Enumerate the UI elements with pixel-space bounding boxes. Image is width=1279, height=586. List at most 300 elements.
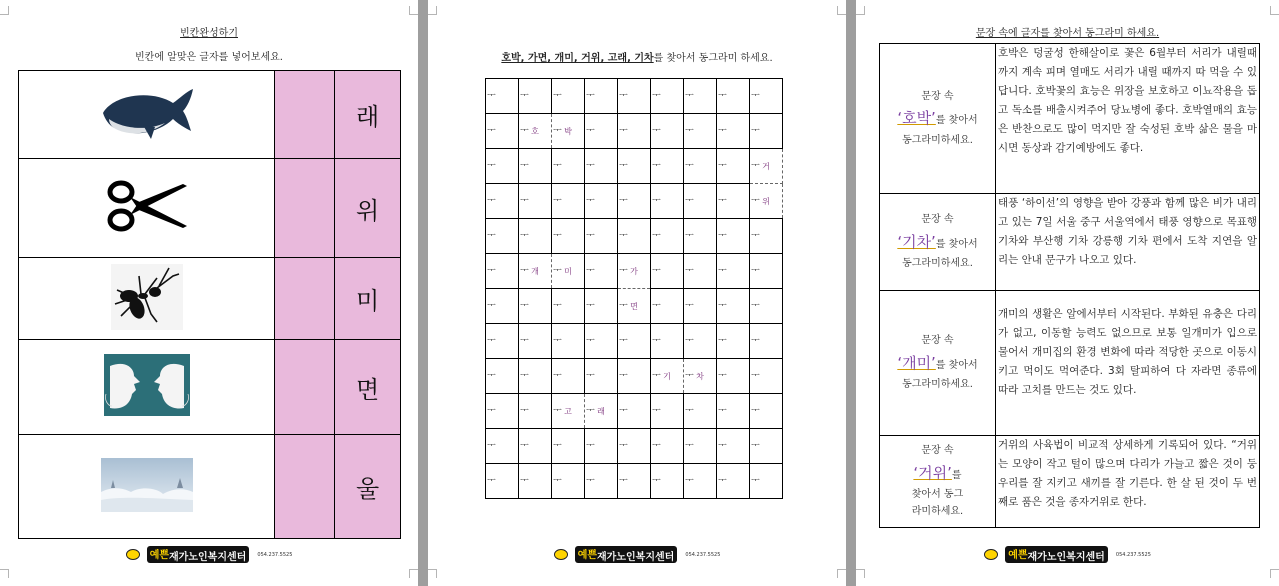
grid-cell[interactable] — [486, 184, 519, 219]
target-words: 호박, 가면, 개미, 거위, 고래, 기차 — [501, 53, 654, 64]
pin-mark: ᅮ — [619, 91, 628, 101]
pin-mark: ᅮ — [652, 196, 661, 206]
pin-mark: ᅮ — [718, 406, 727, 416]
pin-mark: ᅮ — [487, 161, 496, 171]
grid-cell[interactable] — [585, 149, 618, 184]
pin-mark: ᅮ — [652, 406, 661, 416]
pin-mark: ᅮ — [718, 196, 727, 206]
grid-row — [486, 429, 783, 464]
pin-mark: ᅮ — [619, 336, 628, 346]
table-row — [19, 71, 401, 159]
pin-mark: ᅮ — [652, 301, 661, 311]
pin-mark: ᅮ — [586, 301, 595, 311]
grid-cell[interactable] — [552, 79, 585, 114]
pin-mark: ᅮ — [619, 441, 628, 451]
grid-letter: 호 — [531, 126, 539, 136]
pin-mark: ᅮ — [652, 336, 661, 346]
pin-mark: ᅮ — [520, 196, 529, 206]
pin-mark: ᅮ — [487, 371, 496, 381]
grid-cell[interactable] — [486, 324, 519, 359]
pin-mark: ᅮ — [487, 301, 496, 311]
logo-name: 예쁜재가노인복지센터 — [575, 546, 678, 563]
pin-mark: ᅮ — [487, 336, 496, 346]
grid-cell[interactable] — [552, 149, 585, 184]
grid-cell[interactable] — [519, 289, 552, 324]
grid-cell[interactable] — [717, 149, 750, 184]
grid-cell[interactable] — [651, 464, 684, 499]
grid-cell-letter[interactable] — [552, 394, 585, 429]
grid-cell[interactable] — [750, 324, 783, 359]
grid-row — [486, 149, 783, 184]
pin-mark: ᅮ — [586, 371, 595, 381]
grid-cell[interactable] — [684, 429, 717, 464]
center-logo — [428, 544, 846, 563]
blank-cell[interactable] — [275, 258, 335, 340]
grid-cell[interactable] — [750, 114, 783, 149]
syllable-cell: 위 — [335, 159, 401, 258]
grid-cell[interactable] — [717, 429, 750, 464]
grid-cell[interactable] — [618, 184, 651, 219]
grid-row — [486, 394, 783, 429]
grid-cell[interactable] — [717, 394, 750, 429]
grid-cell[interactable] — [519, 79, 552, 114]
grid-cell[interactable] — [651, 149, 684, 184]
picture-cell — [19, 340, 275, 435]
grid-cell[interactable] — [717, 359, 750, 394]
grid-cell[interactable] — [618, 219, 651, 254]
grid-cell[interactable] — [486, 464, 519, 499]
grid-cell[interactable] — [750, 219, 783, 254]
grid-cell[interactable] — [585, 79, 618, 114]
table-row — [19, 258, 401, 340]
prompt-cell: 문장 속 ‘호박’를 찾아서 동그라미하세요. — [880, 44, 996, 194]
picture-cell — [19, 159, 275, 258]
grid-cell[interactable] — [552, 219, 585, 254]
grid-letter: 차 — [696, 371, 704, 381]
pin-mark: ᅮ — [751, 336, 760, 346]
grid-cell[interactable] — [684, 289, 717, 324]
pin-mark: ᅮ — [586, 266, 595, 276]
word-search-grid — [485, 78, 783, 499]
grid-cell[interactable] — [486, 219, 519, 254]
worksheet-page-sentence-search — [856, 0, 1279, 586]
center-logo — [0, 544, 418, 563]
pin-mark: ᅮ — [586, 231, 595, 241]
keyword: ‘호박’ — [897, 109, 936, 128]
pin-mark: ᅮ — [751, 196, 760, 206]
grid-cell-letter[interactable] — [750, 184, 783, 219]
grid-letter: 래 — [597, 406, 605, 416]
grid-cell[interactable] — [750, 79, 783, 114]
pin-mark: ᅮ — [520, 476, 529, 486]
grid-cell[interactable] — [717, 254, 750, 289]
grid-cell[interactable] — [651, 184, 684, 219]
grid-row — [486, 324, 783, 359]
pin-mark: ᅮ — [685, 301, 694, 311]
pin-mark: ᅮ — [718, 476, 727, 486]
grid-letter: 개 — [531, 266, 539, 276]
grid-cell[interactable] — [651, 219, 684, 254]
grid-cell[interactable] — [552, 324, 585, 359]
pin-mark: ᅮ — [619, 126, 628, 136]
grid-cell[interactable] — [684, 219, 717, 254]
grid-cell[interactable] — [684, 79, 717, 114]
syllable-cell: 래 — [335, 71, 401, 159]
pin-mark: ᅮ — [487, 476, 496, 486]
pin-mark: ᅮ — [487, 126, 496, 136]
page-title: 문장 속에 글자를 찾아서 동그라미 하세요. — [975, 28, 1160, 39]
grid-cell[interactable] — [585, 429, 618, 464]
crop-mark — [856, 569, 865, 578]
pin-mark: ᅮ — [520, 266, 529, 276]
pin-mark: ᅮ — [685, 161, 694, 171]
pin-mark: ᅮ — [553, 406, 562, 416]
grid-cell[interactable] — [486, 429, 519, 464]
grid-cell[interactable] — [585, 324, 618, 359]
pin-mark: ᅮ — [652, 371, 661, 381]
fill-blank-table — [18, 70, 401, 539]
grid-cell-letter[interactable] — [618, 254, 651, 289]
pin-mark: ᅮ — [553, 91, 562, 101]
crop-mark — [428, 6, 437, 15]
pin-mark: ᅮ — [553, 196, 562, 206]
grid-cell[interactable] — [618, 149, 651, 184]
pin-mark: ᅮ — [586, 476, 595, 486]
grid-cell[interactable] — [585, 219, 618, 254]
pin-mark: ᅮ — [586, 196, 595, 206]
grid-cell[interactable] — [618, 114, 651, 149]
logo-name: 예쁜재가노인복지센터 — [1005, 546, 1108, 563]
worksheet-page-fill-blank — [0, 0, 418, 586]
picture-cell — [19, 258, 275, 340]
pin-mark: ᅮ — [619, 371, 628, 381]
pin-mark: ᅮ — [553, 441, 562, 451]
pin-mark: ᅮ — [553, 476, 562, 486]
pin-mark: ᅮ — [487, 406, 496, 416]
grid-cell[interactable] — [519, 149, 552, 184]
masks-icon — [104, 354, 190, 416]
pin-mark: ᅮ — [586, 161, 595, 171]
pin-mark: ᅮ — [685, 441, 694, 451]
syllable-cell: 면 — [335, 340, 401, 435]
grid-cell[interactable] — [519, 184, 552, 219]
pin-mark: ᅮ — [685, 371, 694, 381]
pin-mark: ᅮ — [553, 336, 562, 346]
grid-cell[interactable] — [585, 114, 618, 149]
syllable-cell: 울 — [335, 435, 401, 539]
pin-mark: ᅮ — [685, 336, 694, 346]
grid-cell[interactable] — [750, 464, 783, 499]
pin-mark: ᅮ — [751, 371, 760, 381]
grid-cell[interactable] — [519, 219, 552, 254]
grid-cell[interactable] — [486, 289, 519, 324]
grid-cell[interactable] — [618, 464, 651, 499]
pin-mark: ᅮ — [685, 406, 694, 416]
grid-cell[interactable] — [684, 324, 717, 359]
instruction-text: 빈칸에 알맞은 글자를 넣어보세요. — [135, 52, 283, 63]
winter-landscape-icon — [101, 458, 193, 512]
grid-cell[interactable] — [552, 184, 585, 219]
grid-cell[interactable] — [519, 464, 552, 499]
pin-mark: ᅮ — [751, 266, 760, 276]
center-logo — [856, 544, 1279, 563]
table-row — [880, 194, 1260, 291]
grid-cell[interactable] — [486, 149, 519, 184]
grid-cell[interactable] — [651, 114, 684, 149]
grid-cell-letter[interactable] — [552, 254, 585, 289]
crop-mark — [1270, 6, 1279, 15]
grid-cell[interactable] — [717, 289, 750, 324]
pin-mark: ᅮ — [487, 441, 496, 451]
grid-cell[interactable] — [585, 359, 618, 394]
grid-cell[interactable] — [717, 114, 750, 149]
grid-cell[interactable] — [486, 359, 519, 394]
grid-letter: 미 — [564, 266, 572, 276]
picture-cell — [19, 435, 275, 539]
table-row — [19, 435, 401, 539]
pin-mark: ᅮ — [718, 266, 727, 276]
pin-mark: ᅮ — [487, 196, 496, 206]
grid-cell[interactable] — [519, 324, 552, 359]
table-row — [880, 436, 1260, 528]
pin-mark: ᅮ — [553, 126, 562, 136]
grid-cell[interactable] — [519, 394, 552, 429]
grid-cell[interactable] — [750, 429, 783, 464]
grid-row — [486, 289, 783, 324]
blank-cell[interactable] — [275, 71, 335, 159]
pin-mark: ᅮ — [718, 91, 727, 101]
pin-mark: ᅮ — [751, 231, 760, 241]
pin-mark: ᅮ — [619, 266, 628, 276]
grid-cell[interactable] — [585, 289, 618, 324]
grid-row — [486, 359, 783, 394]
pin-mark: ᅮ — [685, 231, 694, 241]
grid-cell[interactable] — [684, 114, 717, 149]
grid-cell[interactable] — [618, 324, 651, 359]
grid-cell-letter[interactable] — [519, 254, 552, 289]
grid-cell[interactable] — [618, 79, 651, 114]
pin-mark: ᅮ — [718, 126, 727, 136]
bird-logo-icon — [984, 549, 998, 560]
keyword: ‘개미’ — [897, 353, 936, 372]
table-row — [19, 340, 401, 435]
page-title: 빈칸완성하기 — [180, 28, 238, 39]
keyword: ‘거위’ — [913, 463, 952, 482]
grid-letter: 박 — [564, 126, 572, 136]
grid-letter: 기 — [663, 371, 671, 381]
pin-mark: ᅮ — [619, 196, 628, 206]
pin-mark: ᅮ — [619, 406, 628, 416]
pin-mark: ᅮ — [718, 231, 727, 241]
grid-cell[interactable] — [552, 289, 585, 324]
grid-letter: 가 — [630, 266, 638, 276]
prompt-cell: 문장 속 ‘거위’를 찾아서 동그라미하세요. — [880, 436, 996, 528]
passage-cell: 태풍 ‘하이선’의 영향을 받아 강풍과 함께 많은 비가 내리고 있는 7일 서울 중구 서울역에서 태풍 영향으로 목표행 기차와 부산행 기차 강릉행 기차 편에서 도착 지연을 알리는 안내 문구가 나오고 있다. — [996, 194, 1260, 291]
pin-mark: ᅮ — [520, 161, 529, 171]
grid-cell[interactable] — [750, 394, 783, 429]
blank-cell[interactable] — [275, 159, 335, 258]
pin-mark: ᅮ — [487, 91, 496, 101]
instruction-rest: 를 찾아서 동그라미 하세요. — [653, 53, 773, 64]
grid-cell[interactable] — [486, 394, 519, 429]
table-row — [19, 159, 401, 258]
grid-cell[interactable] — [486, 254, 519, 289]
grid-cell-letter[interactable] — [519, 114, 552, 149]
grid-cell[interactable] — [519, 359, 552, 394]
pin-mark: ᅮ — [520, 441, 529, 451]
grid-cell[interactable] — [618, 359, 651, 394]
grid-cell[interactable] — [486, 79, 519, 114]
grid-cell[interactable] — [585, 464, 618, 499]
crop-mark — [837, 6, 846, 15]
pin-mark: ᅮ — [718, 441, 727, 451]
grid-cell[interactable] — [651, 289, 684, 324]
pin-mark: ᅮ — [553, 231, 562, 241]
crop-mark — [428, 569, 437, 578]
logo-phone: 054.237.5525 — [1115, 551, 1151, 558]
pin-mark: ᅮ — [751, 301, 760, 311]
pin-mark: ᅮ — [751, 126, 760, 136]
blank-cell[interactable] — [275, 435, 335, 539]
pin-mark: ᅮ — [586, 406, 595, 416]
pin-mark: ᅮ — [652, 91, 661, 101]
passage-cell: 개미의 생활은 알에서부터 시작된다. 부화된 유충은 다리가 없고, 이동할 능력도 없으므로 보통 일개미가 입으로 물어서 개미집의 환경 변화에 따라 적당한 곳으로 이동시키고 먹이도 먹여준다. 3회 탈피하여 다 자라면 종류에 따라 고치를 만드는 것도 있다. — [996, 291, 1260, 436]
prompt-cell: 문장 속 ‘기차’를 찾아서 동그라미하세요. — [880, 194, 996, 291]
crop-mark — [837, 569, 846, 578]
pin-mark: ᅮ — [685, 196, 694, 206]
grid-cell-letter[interactable] — [618, 289, 651, 324]
grid-letter: 고 — [564, 406, 572, 416]
grid-row — [486, 464, 783, 499]
pin-mark: ᅮ — [520, 126, 529, 136]
passage-cell: 호박은 덩굴성 한해살이로 꽃은 6월부터 서리가 내릴때까지 계속 피며 열매도 서리가 내릴 때까지 따 먹을 수 있답니다. 호박꽃의 효능은 위장을 보호하고 이뇨작용을 돕고 독소를 배출시켜주어 당뇨병에 좋다. 호박열매의 효능은 반찬으로도 많이 먹지만 잘 숙성된 호박 삶은 물을 마시면 동상과 감기예방에도 좋다. — [996, 44, 1260, 194]
grid-row — [486, 184, 783, 219]
grid-cell[interactable] — [486, 114, 519, 149]
pin-mark: ᅮ — [652, 231, 661, 241]
grid-cell[interactable] — [717, 184, 750, 219]
grid-row — [486, 219, 783, 254]
pin-mark: ᅮ — [586, 336, 595, 346]
instruction-text — [428, 49, 846, 64]
grid-cell[interactable] — [750, 289, 783, 324]
grid-cell[interactable] — [519, 429, 552, 464]
picture-cell — [19, 71, 275, 159]
grid-cell[interactable] — [684, 394, 717, 429]
pin-mark: ᅮ — [553, 371, 562, 381]
pin-mark: ᅮ — [520, 301, 529, 311]
grid-cell[interactable] — [552, 359, 585, 394]
grid-cell-letter[interactable] — [585, 394, 618, 429]
pin-mark: ᅮ — [751, 476, 760, 486]
pin-mark: ᅮ — [619, 231, 628, 241]
grid-cell[interactable] — [651, 79, 684, 114]
grid-cell-letter[interactable] — [552, 114, 585, 149]
pin-mark: ᅮ — [718, 301, 727, 311]
logo-name: 예쁜재가노인복지센터 — [147, 546, 250, 563]
grid-letter: 거 — [762, 161, 770, 171]
pin-mark: ᅮ — [520, 336, 529, 346]
prompt-cell: 문장 속 ‘개미’를 찾아서 동그라미하세요. — [880, 291, 996, 436]
grid-cell[interactable] — [750, 254, 783, 289]
pin-mark: ᅮ — [685, 476, 694, 486]
pin-mark: ᅮ — [652, 126, 661, 136]
logo-phone: 054.237.5525 — [257, 551, 293, 558]
pin-mark: ᅮ — [586, 126, 595, 136]
grid-cell[interactable] — [750, 359, 783, 394]
pin-mark: ᅮ — [652, 161, 661, 171]
grid-cell[interactable] — [684, 464, 717, 499]
crop-mark — [856, 6, 865, 15]
grid-cell[interactable] — [552, 429, 585, 464]
pin-mark: ᅮ — [685, 266, 694, 276]
pin-mark: ᅮ — [619, 301, 628, 311]
grid-cell[interactable] — [684, 149, 717, 184]
crop-mark — [1270, 569, 1279, 578]
pin-mark: ᅮ — [553, 301, 562, 311]
keyword: ‘기차’ — [897, 232, 936, 251]
grid-cell-letter[interactable] — [651, 359, 684, 394]
pin-mark: ᅮ — [652, 441, 661, 451]
crop-mark — [0, 6, 9, 15]
pin-mark: ᅮ — [751, 441, 760, 451]
grid-cell-letter[interactable] — [750, 149, 783, 184]
pin-mark: ᅮ — [718, 161, 727, 171]
passage-cell: 거위의 사육법이 비교적 상세하게 기록되어 있다. “거위는 모양이 작고 털이 많으며 다리가 가늘고 짧은 것이 둥우리를 잘 지키고 새끼를 잘 기른다. 한 살 된 것이 두 번째로 품은 것을 종자거위로 한다. — [996, 436, 1260, 528]
grid-cell[interactable] — [552, 464, 585, 499]
crop-mark — [409, 6, 418, 15]
grid-cell[interactable] — [651, 429, 684, 464]
pin-mark: ᅮ — [619, 161, 628, 171]
pin-mark: ᅮ — [586, 91, 595, 101]
bird-logo-icon — [554, 549, 568, 560]
pin-mark: ᅮ — [520, 231, 529, 241]
scissors-icon — [105, 178, 189, 234]
grid-cell[interactable] — [618, 394, 651, 429]
grid-cell[interactable] — [717, 464, 750, 499]
crop-mark — [0, 569, 9, 578]
grid-cell[interactable] — [651, 324, 684, 359]
grid-cell[interactable] — [717, 324, 750, 359]
pin-mark: ᅮ — [619, 476, 628, 486]
whale-icon — [99, 85, 195, 141]
grid-cell[interactable] — [651, 254, 684, 289]
crop-mark — [409, 569, 418, 578]
pin-mark: ᅮ — [553, 266, 562, 276]
logo-phone: 054.237.5525 — [685, 551, 721, 558]
syllable-cell: 미 — [335, 258, 401, 340]
blank-cell[interactable] — [275, 340, 335, 435]
table-row — [880, 44, 1260, 194]
grid-cell[interactable] — [684, 184, 717, 219]
pin-mark: ᅮ — [487, 266, 496, 276]
grid-cell[interactable] — [585, 254, 618, 289]
grid-cell[interactable] — [585, 184, 618, 219]
pin-mark: ᅮ — [487, 231, 496, 241]
grid-cell[interactable] — [717, 79, 750, 114]
pin-mark: ᅮ — [520, 91, 529, 101]
grid-cell-letter[interactable] — [684, 359, 717, 394]
grid-cell[interactable] — [684, 254, 717, 289]
grid-cell[interactable] — [651, 394, 684, 429]
pin-mark: ᅮ — [520, 371, 529, 381]
grid-letter: 면 — [630, 301, 638, 311]
grid-row — [486, 114, 783, 149]
grid-cell[interactable] — [717, 219, 750, 254]
pin-mark: ᅮ — [652, 476, 661, 486]
grid-row — [486, 254, 783, 289]
grid-cell[interactable] — [618, 429, 651, 464]
table-row — [880, 291, 1260, 436]
